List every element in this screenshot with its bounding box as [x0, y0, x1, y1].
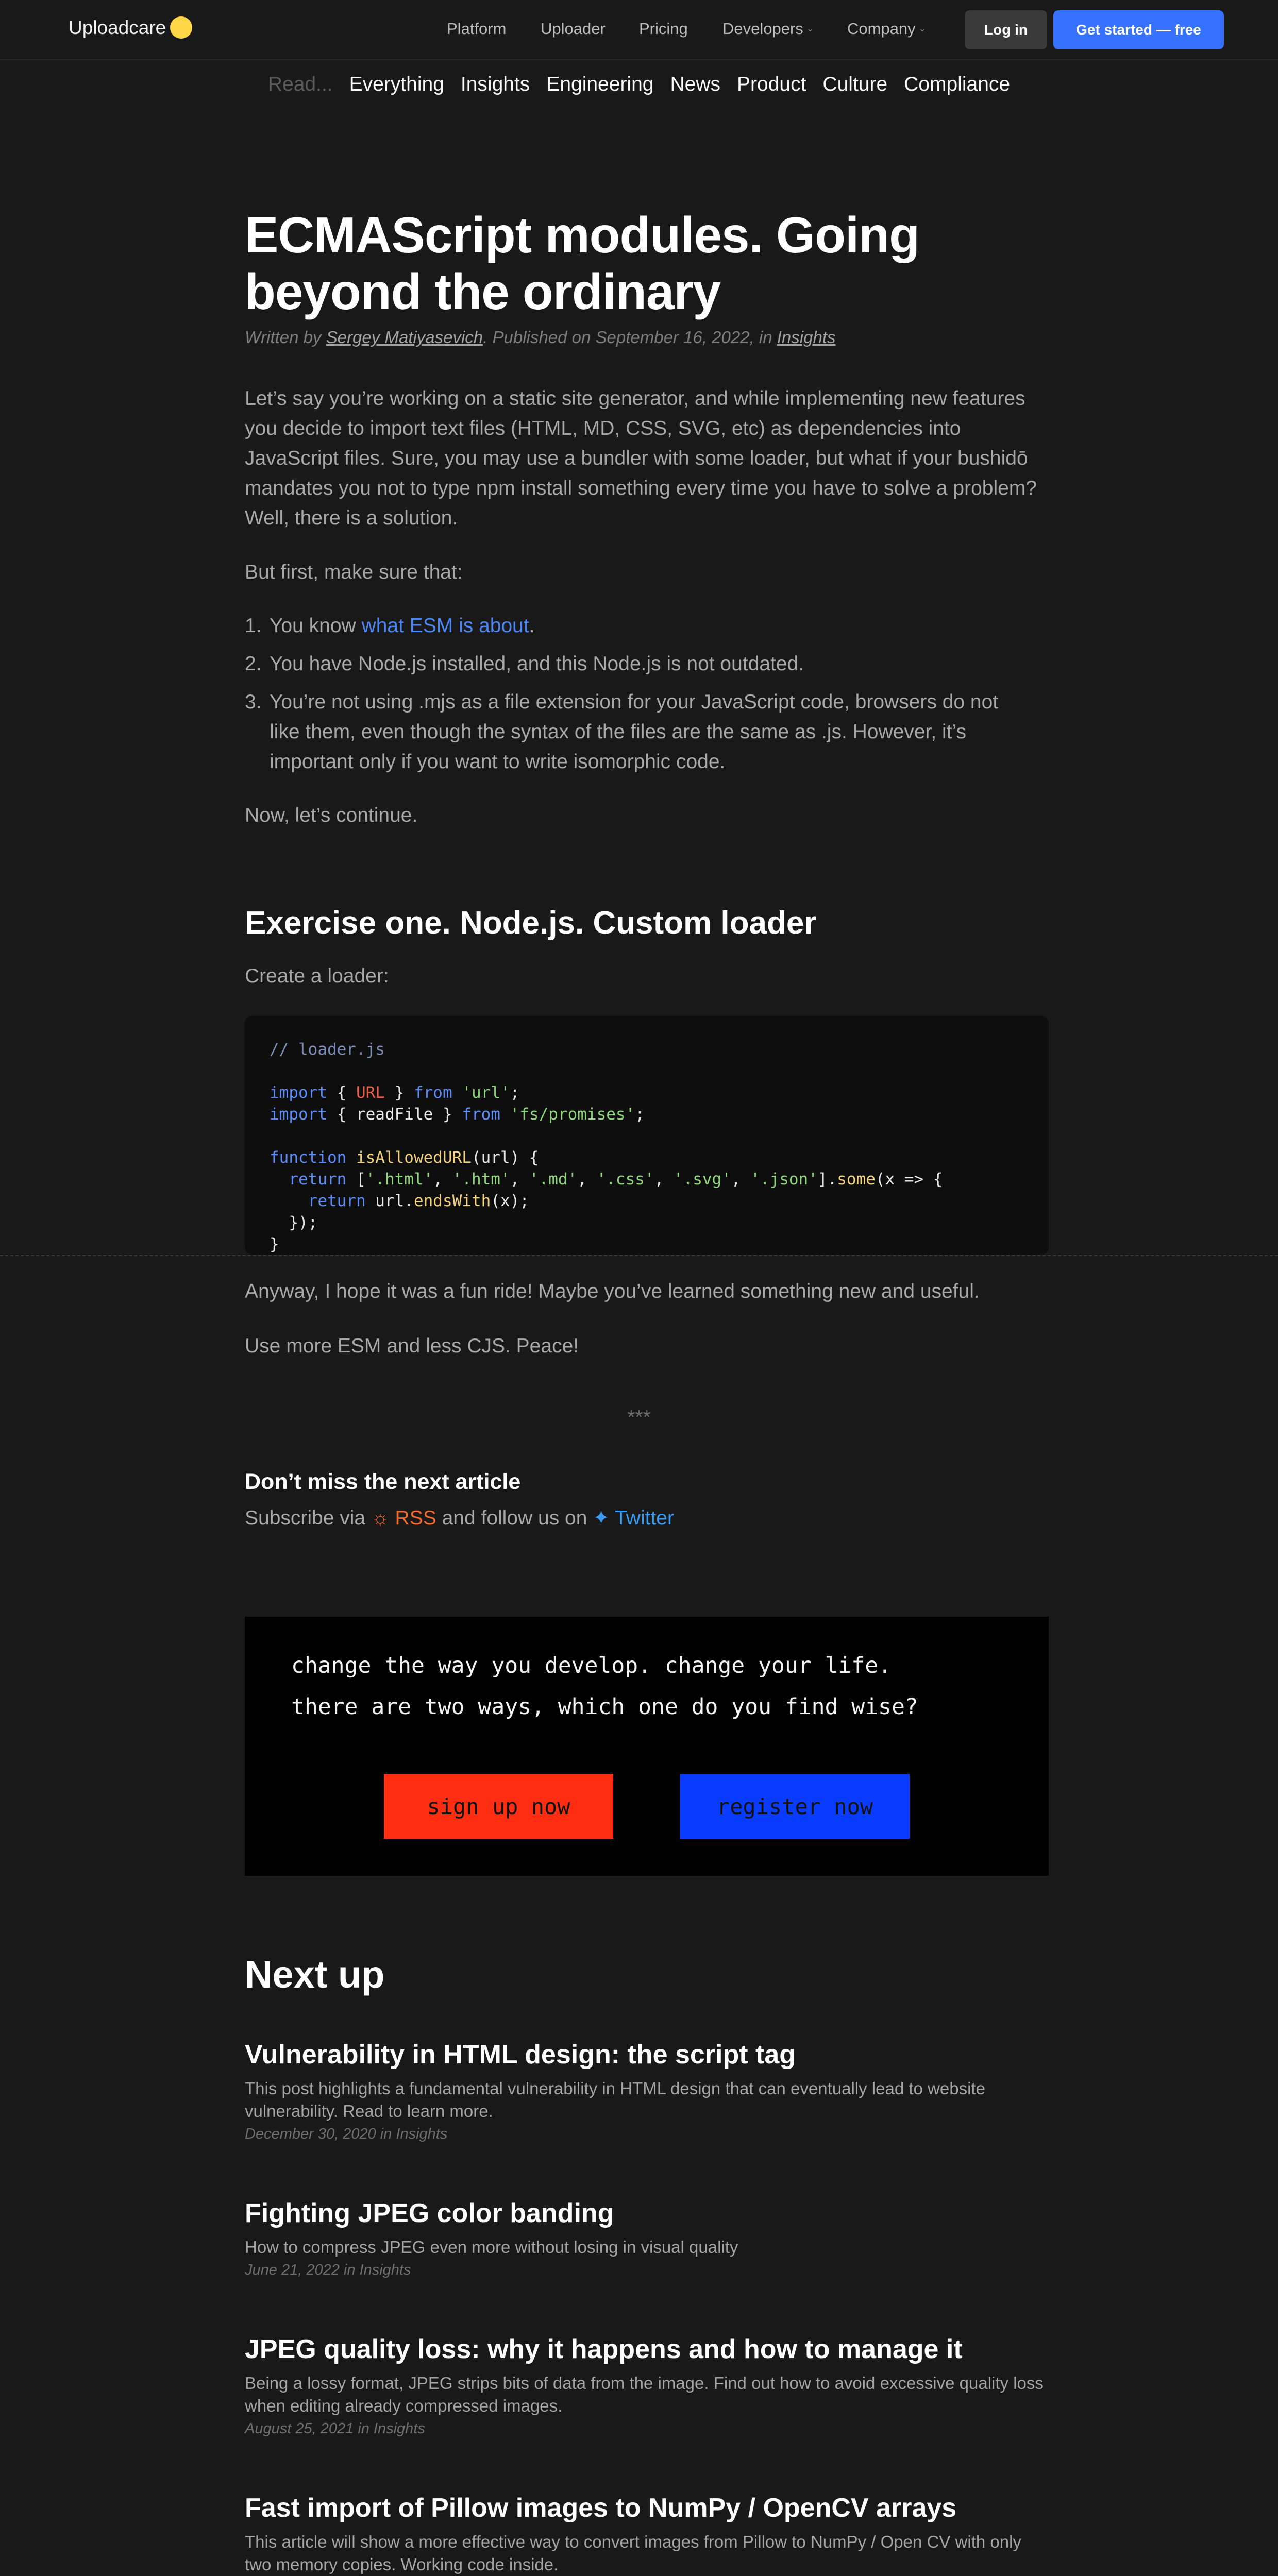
- nav-company-label: Company: [847, 20, 916, 38]
- post-description: Being a lossy format, JPEG strips bits of data from the image. Find out how to avoid excessive quality loss when editing already compressed images.: [245, 2374, 1044, 2415]
- next-post-2[interactable]: [245, 2198, 1049, 2279]
- fold-divider: [0, 1255, 1278, 1256]
- byline-prefix: Written by: [245, 328, 326, 347]
- post-meta: December 30, 2020 in Insights: [245, 2126, 448, 2142]
- subscribe-line: Subscribe via ☼ RSS and follow us on ✦ Twitter: [245, 1507, 674, 1529]
- post-description: This article will show a more effective way to convert images from Pillow to NumPy / Open CV with only two memory copies. Working code inside.: [245, 2532, 1021, 2574]
- esm-link[interactable]: what ESM is about: [361, 615, 529, 637]
- continue-paragraph: Now, let’s continue.: [245, 804, 418, 826]
- category-news[interactable]: News: [670, 73, 721, 95]
- rss-link[interactable]: ☼ RSS: [371, 1507, 436, 1529]
- chevron-down-icon: ⌄: [918, 24, 926, 33]
- category-engineering[interactable]: Engineering: [546, 73, 654, 95]
- post-title[interactable]: Fast import of Pillow images to NumPy / OpenCV arrays: [245, 2493, 957, 2523]
- outro-paragraph-2: Use more ESM and less CJS. Peace!: [245, 1335, 579, 1357]
- next-post-3[interactable]: [245, 2334, 1049, 2437]
- post-title[interactable]: Fighting JPEG color banding: [245, 2198, 614, 2228]
- chevron-down-icon: ⌄: [806, 24, 814, 33]
- top-navigation: [0, 0, 1278, 60]
- logo-dot-icon: [170, 16, 192, 39]
- byline-date: . Published on September 16, 2022, in: [483, 328, 777, 347]
- category-product[interactable]: Product: [737, 73, 806, 95]
- nav-company[interactable]: [847, 20, 926, 38]
- list-item: 1. You know what ESM is about.: [245, 615, 535, 637]
- exercise-heading: Exercise one. Node.js. Custom loader: [245, 905, 817, 941]
- category-everything[interactable]: Everything: [349, 73, 444, 95]
- rss-icon: ☼: [371, 1507, 390, 1529]
- first-paragraph: But first, make sure that:: [245, 561, 463, 583]
- section-separator: ***: [627, 1406, 651, 1429]
- category-read-label: Read...: [267, 73, 333, 95]
- logo[interactable]: [69, 16, 192, 39]
- category-culture[interactable]: Culture: [822, 73, 888, 95]
- next-up-heading: Next up: [245, 1953, 385, 1996]
- post-meta: August 25, 2021 in Insights: [245, 2420, 425, 2437]
- outro-paragraph: Anyway, I hope it was a fun ride! Maybe you’ve learned something new and useful.: [245, 1280, 980, 1302]
- code-block[interactable]: // loader.js import { URL } from 'url'; import { readFile } from 'fs/promises'; function isAllowedURL(url) { return ['.html', '.htm', '.md', '.css', '.svg', '.json'].some(x => { return url.endsWith(x); }); }: [245, 1016, 1049, 1255]
- intro-paragraph: Let’s say you’re working on a static site generator, and while implementing new features you decide to import text files (HTML, MD, CSS, SVG, etc) as dependencies into JavaScript files. Sure, you may use a bundler with some loader, but what if your bushidō mandates you not to type npm install something every time you have to solve a problem? Well, there is a solution.: [245, 387, 1037, 529]
- nav-developers-label: Developers: [722, 20, 803, 38]
- sign-up-button[interactable]: sign up now: [384, 1774, 613, 1839]
- promo-line-2: there are two ways, which one do you find wise?: [291, 1694, 918, 1720]
- promo-banner: [245, 1617, 1049, 1876]
- nav-developers[interactable]: [722, 20, 814, 38]
- requirements-list: [245, 611, 1049, 785]
- post-description: How to compress JPEG even more without losing in visual quality: [245, 2238, 738, 2257]
- list-item: 3. You’re not using .mjs as a file extension for your JavaScript code, browsers do not like them, even though the syntax of the files are the same as .js. However, it’s important only if you want to write isomorphic code.: [245, 691, 999, 773]
- create-loader-text: Create a loader:: [245, 965, 389, 987]
- next-post-4[interactable]: [245, 2493, 1049, 2576]
- article-byline: [245, 328, 1049, 347]
- register-button[interactable]: register now: [680, 1774, 910, 1839]
- logo-text: Uploadcare: [69, 16, 166, 38]
- nav-pricing[interactable]: Pricing: [639, 20, 688, 38]
- twitter-link[interactable]: ✦ Twitter: [593, 1507, 674, 1529]
- post-title[interactable]: Vulnerability in HTML design: the script tag: [245, 2040, 796, 2070]
- post-meta: June 21, 2022 in Insights: [245, 2262, 411, 2278]
- category-compliance[interactable]: Compliance: [904, 73, 1011, 95]
- dont-miss-heading: Don’t miss the next article: [245, 1469, 521, 1494]
- login-button[interactable]: Log in: [965, 10, 1047, 49]
- list-item: 2. You have Node.js installed, and this Node.js is not outdated.: [245, 653, 804, 675]
- post-description: This post highlights a fundamental vulnerability in HTML design that can eventually lead to website vulnerability. Read to learn more.: [245, 2079, 985, 2121]
- category-insights[interactable]: Insights: [460, 73, 530, 95]
- promo-line-1: change the way you develop. change your life.: [291, 1653, 892, 1679]
- category-link[interactable]: Insights: [777, 328, 836, 347]
- nav-uploader[interactable]: Uploader: [541, 20, 606, 38]
- next-post-1[interactable]: [245, 2039, 1049, 2143]
- category-bar: [0, 73, 1278, 96]
- post-title[interactable]: JPEG quality loss: why it happens and how to manage it: [245, 2334, 963, 2364]
- nav-platform[interactable]: Platform: [447, 20, 507, 38]
- get-started-button[interactable]: Get started — free: [1053, 10, 1224, 49]
- twitter-icon: ✦: [593, 1507, 610, 1529]
- author-link[interactable]: Sergey Matiyasevich: [326, 328, 483, 347]
- article-title: ECMAScript modules. Going beyond the ordinary: [245, 207, 919, 320]
